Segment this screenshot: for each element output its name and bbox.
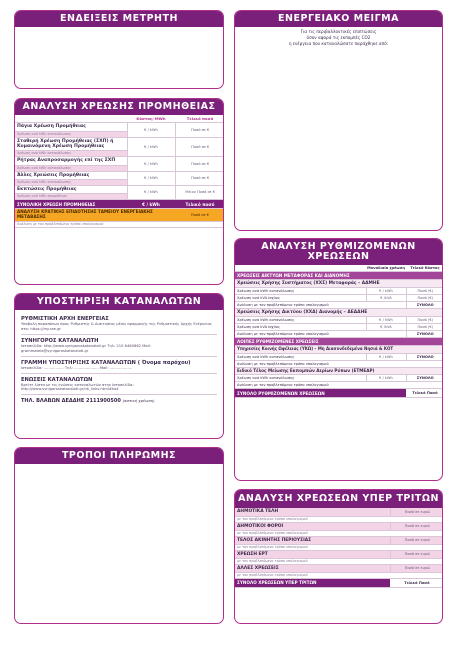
supply-charges-table: Κόστος/ MWh Τελικό ποσό Πάγια Χρέωση Προμήθειας € / kWh Ποσό σε € Χρέωση ανά kWh κατανάλωσης Σταθερή Χρέωση Προμήθειας (ΣΧΠ) ή Κυμαινόμενη Χρέωση Προμήθειας € / kWh Ποσό σε € Χρέωση ανά kWh κατανάλωσης Ρήτρας Αναπροσαρμογής επί της ΣΧΠ € / kWh Ποσό σε € Χρέωση ανά kWh κατανάλωσης Άλλες Χρεώσεις Προμήθειας € / kWh Ποσό σε € Χρέωση ανά kWh κατανάλωσης Εκπτώσεις Προμήθειας € / kWh Μείον Ποσό σε € Χρέωση ανά kWh προμήθειας ΣΥΝΟΛΙΚΗ ΧΡΕΩΣΗ ΠΡΟΜΗΘΕΙΑΣ € / kWh Τελικό ποσό ΑΝΑΛΥΣΗ ΚΡΑΤΙΚΗΣ ΕΠΙΔΟΤΗΣΗΣ ΤΑΜΕΙΟΥ ΕΝΕΡΓΕΙΑΚΗΣ ΜΕΤΑΒΑΣΗΣ Ποσό σε € Ανάλυση με τον προβλεπόμενο τρόπο υπολογισμού xyxy=(15,115,224,227)
regulated-charges-title: ΑΝΑΛΥΣΗ ΡΥΘΜΙΖΟΜΕΝΩΝ ΧΡΕΩΣΕΩΝ xyxy=(235,239,442,265)
consumer-unions-link[interactable]: Βρείτε λίστα με τις ενώσεις καταναλωτών στην Ιστοσελίδα: http://www.synigoroskatanaloti.gr/nk_links.html#ka4 xyxy=(21,382,134,392)
energy-mix-title: ΕΝΕΡΓΕΙΑΚΟ ΜΕΙΓΜΑ xyxy=(235,11,442,27)
supply-row: Εκπτώσεις Προμήθειας € / kWh Μείον Ποσό σε € xyxy=(15,185,224,193)
ombudsman-block: ΣΥΝΗΓΟΡΟΣ ΚΑΤΑΝΑΛΩΤΗ Ιστοσελίδα: http://www.synigoroskatanaloti.gr Τηλ: 210 6460862 Mail: grammateia@synigoroskatanaloti.gr xyxy=(21,338,217,357)
regulator-block: ΡΥΘΜΙΣΤΙΚΗ ΑΡΧΗ ΕΝΕΡΓΕΙΑΣ Υποβολή παραπόνων προς Ρυθμιστής & Διαιτησίας μέσω εφαρμογής της Ρυθμιστικής Αρχής Ενέργειας στο: https://my.rae.gr xyxy=(21,316,217,335)
third-party-charges-panel xyxy=(234,489,443,624)
regulator-link[interactable]: Υποβολή παραπόνων προς Ρυθμιστής & Διαιτησίας μέσω εφαρμογής της Ρυθμιστικής Αρχής Ενέργειας στο: https://my.rae.gr xyxy=(21,322,213,332)
regulated-charges-panel xyxy=(234,238,443,481)
third-party-row: ΤΕΛΟΣ ΑΚΙΝΗΤΗΣ ΠΕΡΙΟΥΣΙΑΣ Ποσό σε ευρώ xyxy=(235,536,443,544)
consumer-unions-block: ΕΝΩΣΕΙΣ ΚΑΤΑΝΑΛΩΤΩΝ Βρείτε λίστα με τις ενώσεις καταναλωτών στην Ιστοσελίδα: http://www.synigoroskatanaloti.gr/nk_links.html#ka4 xyxy=(21,377,217,396)
state-subsidy-sub-row: Ανάλυση με τον προβλεπόμενο τρόπο υπολογισμού xyxy=(15,221,224,227)
regulated-charges-table: Μοναδιαία χρέωση Τελικό Κόστος ΧΡΕΩΣΕΙΣ ΔΙΚΤΥΩΝ ΜΕΤΑΦΟΡΑΣ ΚΑΙ ΔΙΑΝΟΜΗΣ Χρεώσεις Χρήσης Συστήματος (ΧΧΣ) Μεταφοράς – ΑΔΜΗΕ Χρέωση ανά kWh κατανάλωσης € / kWh Ποσό (€) Χρέωση ανά kVA Ισχύος € /kVA Ποσό (€) Ανάλυση με τον προβλεπόμενο τρόπο υπολογισμού ΣΥΝΟΛΟ Χρεώσεις Χρήσης Δικτύου (ΧΧΔ) Διανομής – ΔΕΔΔΗΕ Χρέωση ανά kWh κατανάλωσης € / kWh Ποσό (€) Χρέωση ανά kVA Ισχύος € /kVA Ποσό (€) Ανάλυση με τον προβλεπόμενο τρόπο υπολογισμού ΣΥΝΟΛΟ ΛΟΙΠΕΣ ΡΥΘΜΙΖΟΜΕΝΕΣ ΧΡΕΩΣΕΙΣ Υπηρεσίες Κοινής Ωφέλειας (ΥΚΩ) – Μη Διασυνδεδεμένα Νησιά & ΚΟΤ Χρέωση ανά kWh κατανάλωσης € / kWh ΣΥΝΟΛΟ Ανάλυση με τον προβλεπόμενο τρόπο υπολογισμού Ειδικό Τέλος Μείωσης Εκπομπών Αερίων Ρύπων (ΕΤΜΕΑΡ) Χρέωση ανά kWh κατανάλωσης € / kWh ΣΥΝΟΛΟ Ανάλυση με τον προβλεπόμενο τρόπο υπολογισμού ΣΥΝΟΛΟ ΡΥΘΜΙΖΟΜΕΝΩΝ ΧΡΕΩΣΕΩΝ Τελικό Ποσό xyxy=(235,265,443,399)
supply-row: Άλλες Χρεώσεις Προμήθειας € / kWh Ποσό σε € xyxy=(15,171,224,179)
state-subsidy-row: ΑΝΑΛΥΣΗ ΚΡΑΤΙΚΗΣ ΕΠΙΔΟΤΗΣΗΣ ΤΑΜΕΙΟΥ ΕΝΕΡΓΕΙΑΚΗΣ ΜΕΤΑΒΑΣΗΣ Ποσό σε € xyxy=(15,209,224,222)
network-charges-section: ΧΡΕΩΣΕΙΣ ΔΙΚΤΥΩΝ ΜΕΤΑΦΟΡΑΣ ΚΑΙ ΔΙΑΝΟΜΗΣ xyxy=(235,271,443,279)
supply-charges-title: ΑΝΑΛΥΣΗ ΧΡΕΩΣΗΣ ΠΡΟΜΗΘΕΙΑΣ xyxy=(15,99,223,115)
supply-total-row: ΣΥΝΟΛΙΚΗ ΧΡΕΩΣΗ ΠΡΟΜΗΘΕΙΑΣ € / kWh Τελικό ποσό xyxy=(15,200,224,209)
consumer-support-panel xyxy=(14,293,224,439)
other-regulated-section: ΛΟΙΠΕΣ ΡΥΘΜΙΖΟΜΕΝΕΣ ΧΡΕΩΣΕΙΣ xyxy=(235,338,443,346)
meter-readings-title: ΕΝΔΕΙΞΕΙΣ ΜΕΤΡΗΤΗ xyxy=(15,11,223,27)
third-party-row: ΑΛΛΕΣ ΧΡΕΩΣΕΙΣ Ποσό σε ευρώ xyxy=(235,564,443,572)
supply-row: Σταθερή Χρέωση Προμήθειας (ΣΧΠ) ή Κυμαινόμενη Χρέωση Προμήθειας € / kWh Ποσό σε € xyxy=(15,137,224,151)
provider-support-block: ΓΡΑΜΜΗ ΥΠΟΣΤΗΡΙΞΗΣ ΚΑΤΑΝΑΛΩΤΩΝ ( Όνομα παρόχου) Ιστοσελίδα: ................. Τηλ: ..................... Mail: ................... xyxy=(21,360,217,374)
third-party-table: ΔΗΜΟΤΙΚΑ ΤΕΛΗ Ποσό σε ευρώ με τον προβλεπόμενο τρόπο υπολογισμού ΔΗΜΟΤΙΚΟΙ ΦΟΡΟΙ Ποσό σε ευρώ με τον προβλεπόμενο τρόπο υπολογισμού ΤΕΛΟΣ ΑΚΙΝΗΤΗΣ ΠΕΡΙΟΥΣΙΑΣ Ποσό σε ευρώ με τον προβλεπόμενο τρόπο υπολογισμού ΧΡΕΩΣΗ ΕΡΤ Ποσό σε ευρώ με τον προβλεπόμενο τρόπο υπολογισμού ΑΛΛΕΣ ΧΡΕΩΣΕΙΣ Ποσό σε ευρώ με τον προβλεπόμενο τρόπο υπολογισμού ΣΥΝΟΛΟ ΧΡΕΩΣΕΩΝ ΥΠΕΡ ΤΡΙΤΩΝ Τελικό Ποσό xyxy=(235,508,443,587)
supply-header-row: Κόστος/ MWh Τελικό ποσό xyxy=(15,115,224,123)
consumer-support-title: ΥΠΟΣΤΗΡΙΞΗ ΚΑΤΑΝΑΛΩΤΩΝ xyxy=(15,294,223,310)
supply-charges-panel xyxy=(14,98,224,285)
third-party-total-row: ΣΥΝΟΛΟ ΧΡΕΩΣΕΩΝ ΥΠΕΡ ΤΡΙΤΩΝ Τελικό Ποσό xyxy=(235,578,443,587)
third-party-charges-title: ΑΝΑΛΥΣΗ ΧΡΕΩΣΕΩΝ ΥΠΕΡ ΤΡΙΤΩΝ xyxy=(235,490,442,508)
third-party-row: ΔΗΜΟΤΙΚΑ ΤΕΛΗ Ποσό σε ευρώ xyxy=(235,508,443,516)
faults-phone: ΤΗΛ. ΒΛΑΒΩΝ ΔΕΔΔΗΕ 2111900500 (αστική χρέωση) xyxy=(21,398,155,405)
energy-mix-text: Για τις περιβαλλοντικές επιπτώσεις όσον αφορά τις εκπομπές CO2 η ενέργεια που καταναλώσατε παράχθηκε από: xyxy=(288,29,389,46)
supply-row: Ρήτρας Αναπροσαρμογής επί της ΣΧΠ € / kWh Ποσό σε € xyxy=(15,157,224,165)
ombudsman-link[interactable]: Ιστοσελίδα: http://www.synigoroskatanaloti.gr Τηλ: 210 6460862 Mail: grammateia@synigoroskatanaloti.gr xyxy=(21,344,151,353)
energy-mix-panel xyxy=(234,10,443,231)
payment-methods-title: ΤΡΟΠΟΙ ΠΛΗΡΩΜΗΣ xyxy=(15,448,223,464)
third-party-row: ΧΡΕΩΣΗ ΕΡΤ Ποσό σε ευρώ xyxy=(235,550,443,558)
payment-methods-panel xyxy=(14,447,224,624)
supply-row: Πάγια Χρέωση Προμήθειας € / kWh Ποσό σε € xyxy=(15,123,224,131)
regulated-total-row: ΣΥΝΟΛΟ ΡΥΘΜΙΖΟΜΕΝΩΝ ΧΡΕΩΣΕΩΝ Τελικό Ποσό xyxy=(235,389,443,398)
third-party-row: ΔΗΜΟΤΙΚΟΙ ΦΟΡΟΙ Ποσό σε ευρώ xyxy=(235,522,443,530)
meter-readings-panel xyxy=(14,10,224,89)
